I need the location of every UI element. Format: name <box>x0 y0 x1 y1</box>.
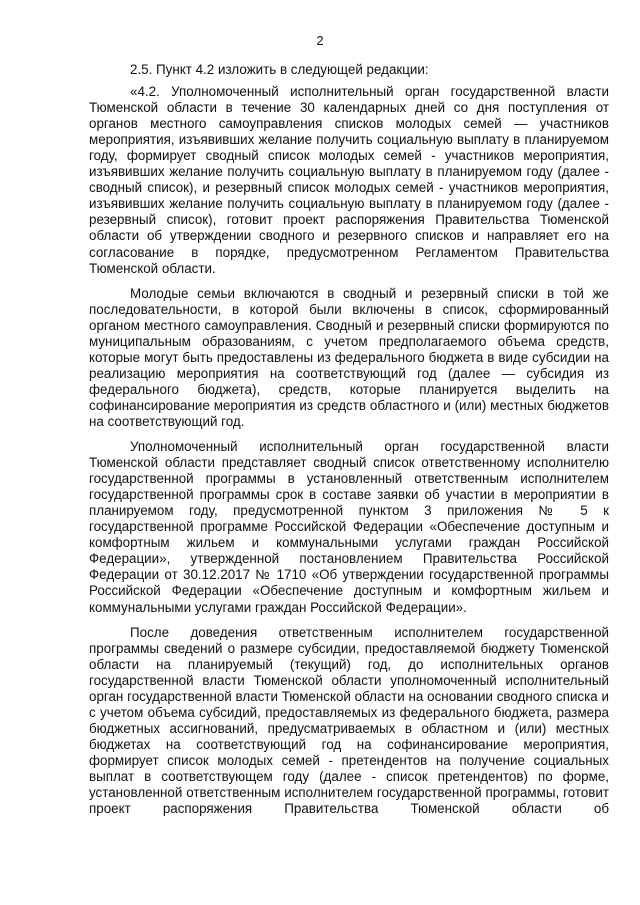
paragraph-summary-list-submission: Уполномоченный исполнительный орган государственной власти Тюменской области представляет сводный список ответственному исполнителю государственной программы в установленный ответственным исполнителем государственной программы срок в составе заявки об участии в мероприятии в планируемом году, предусмотренной пунктом 3 приложения № 5 к государственной программе Российской Федерации «Обеспечение доступным и комфортным жильем и коммунальными услугами граждан Российской Федерации», утвержденной постановлением Правительства Российской Федерации от 30.12.2017 № 1710 «Об утверждении государственной программы Российской Федерации «Обеспечение доступным и комфортным жильем и коммунальными услугами граждан Российской Федерации». <box>89 439 609 615</box>
document-body <box>89 62 609 817</box>
paragraph-young-families-lists: Молодые семьи включаются в сводный и резервный списки в той же последовательности, в которой были включены в список, сформированный органом местного самоуправления. Сводный и резервный списки формируются по муниципальным образованиям, с учетом предполагаемого объема средств, которые могут быть предоставлены из федерального бюджета в виде субсидии на реализацию мероприятия на соответствующий год (далее — субсидия из федерального бюджета), средств, которые планируется выделить на софинансирование мероприятия из средств областного и (или) местных бюджетов на соответствующий год. <box>89 285 609 429</box>
paragraph-clause-4-2: «4.2. Уполномоченный исполнительный орган государственной власти Тюменской области в течение 30 календарных дней со дня поступления от органов местного самоуправления списков молодых семей — участников мероприятия, изъявивших желание получить социальную выплату в планируемом году, формирует сводный список молодых семей - участников мероприятия, изъявивших желание получить социальную выплату в планируемом году (далее - сводный список), и резервный список молодых семей - участников мероприятия, изъявивших желание получить социальную выплату в планируемом году (далее - резервный список), готовит проект распоряжения Правительства Тюменской области об утверждении сводного и резервного списков и направляет его на согласование в порядке, предусмотренном Регламентом Правительства Тюменской области. <box>89 84 609 276</box>
paragraph-subsidy-allocation: После доведения ответственным исполнителем государственной программы сведений о размере субсидии, предоставляемой бюджету Тюменской области на планируемый (текущий) год, до исполнительных органов государственной власти Тюменской области уполномоченный исполнительный орган государственной власти Тюменской области на основании сводного списка и с учетом объема субсидий, предоставляемых из федерального бюджета, размера бюджетных ассигнований, предусматриваемых в областном и (или) местных бюджетах на соответствующий год на софинансирование мероприятия, формирует список молодых семей - претендентов на получение социальных выплат в соответствующем году (далее - список претендентов) по форме, установленной ответственным исполнителем государственной программы, готовит проект распоряжения Правительства Тюменской области об <box>89 624 609 817</box>
page-number: 2 <box>316 33 324 48</box>
paragraph-amendment-intro: 2.5. Пункт 4.2 изложить в следующей редакции: <box>130 62 429 77</box>
